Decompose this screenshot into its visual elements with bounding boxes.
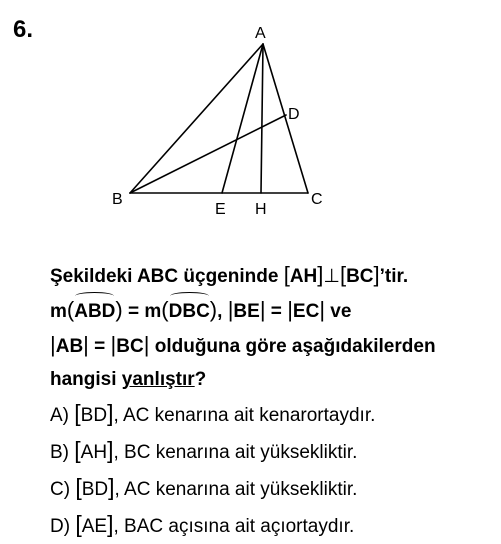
label-a: A <box>255 25 266 42</box>
label-h: H <box>255 201 267 218</box>
option-letter: D) <box>50 516 71 537</box>
triangle-figure <box>0 0 501 230</box>
option-text: , BAC açısına ait açıortaydır. <box>113 516 355 537</box>
option-b[interactable]: B) [AH], BC kenarına ait yüksekliktir. <box>50 437 358 463</box>
stem-line-3: |AB| = |BC| olduğuna göre aşağıdakilerden <box>50 332 436 357</box>
segment-ah-label: AH <box>289 266 318 287</box>
stem-line-1: Şekildeki ABC üçgeninde [AH]⊥[BC]’tir. <box>50 262 409 287</box>
option-letter: C) <box>50 479 71 500</box>
stem-line-4: hangisi yanlıştır? <box>50 369 207 390</box>
answer-options <box>50 396 375 544</box>
angle-abd: ABD <box>74 295 115 328</box>
label-b: B <box>112 191 123 208</box>
option-segment: BD <box>81 479 109 500</box>
angle-dbc: DBC <box>169 295 210 328</box>
segment-bc-label: BC <box>346 266 374 287</box>
label-c: C <box>311 191 323 208</box>
segment-ec-label: EC <box>292 301 320 322</box>
option-letter: B) <box>50 442 69 463</box>
segment-bc-abs-label: BC <box>116 336 144 357</box>
option-c[interactable]: C) [BD], AC kenarına ait yüksekliktir. <box>50 474 358 500</box>
option-text: , AC kenarına ait yüksekliktir. <box>114 479 358 500</box>
option-a[interactable]: A) [BD], AC kenarına ait kenarortaydır. <box>50 400 376 426</box>
label-e: E <box>215 201 226 218</box>
option-segment: BD <box>80 405 108 426</box>
option-letter: A) <box>50 405 69 426</box>
option-text: , AC kenarına ait kenarortaydır. <box>113 405 376 426</box>
option-segment: AE <box>81 516 108 537</box>
segment-be-label: BE <box>233 301 260 322</box>
question-number: 6. <box>13 16 34 43</box>
option-d[interactable]: D) [AE], BAC açısına ait açıortaydır. <box>50 511 355 537</box>
segment-ab-label: AB <box>55 336 84 357</box>
stem-line-2: m(ABD) = m(DBC), |BE| = |EC| ve <box>50 293 490 328</box>
segment-ah <box>261 44 263 193</box>
option-segment: AH <box>80 442 108 463</box>
label-d: D <box>288 106 300 123</box>
question-stem <box>50 258 490 396</box>
option-text: , BC kenarına ait yüksekliktir. <box>113 442 358 463</box>
side-ac <box>263 44 308 193</box>
underlined-word: yanlıştır <box>121 369 195 390</box>
